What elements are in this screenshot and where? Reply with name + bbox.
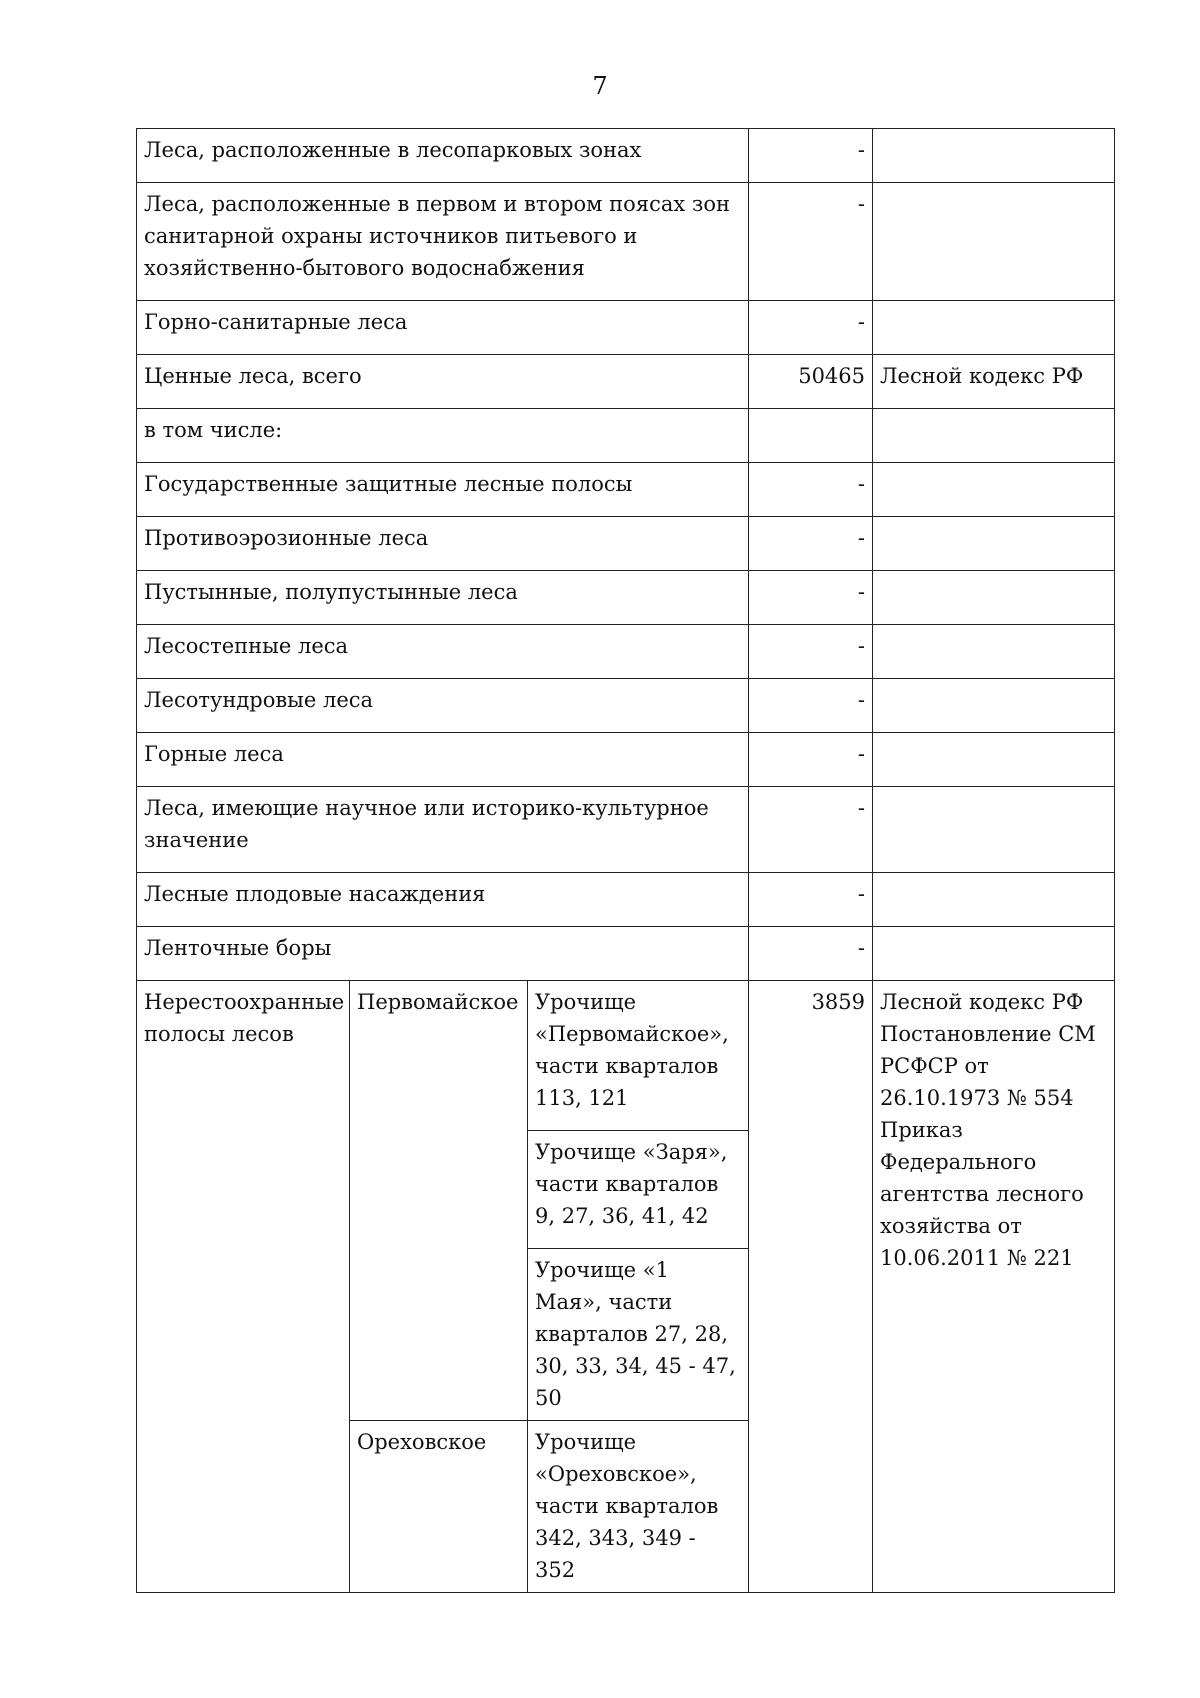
legal-basis-cell: Лесной кодекс РФ (873, 355, 1115, 409)
forest-category-cell: Государственные защитные лесные полосы (137, 463, 749, 517)
area-cell: - (749, 183, 873, 301)
forest-category-cell: Горные леса (137, 733, 749, 787)
table-row (137, 129, 1115, 183)
forest-category-cell: Пустынные, полупустынные леса (137, 571, 749, 625)
tract-cell: Урочище «Заря», части кварталов 9, 27, 36, 41, 42 (528, 1131, 749, 1249)
forest-category-cell: Леса, расположенные в первом и втором поясах зон санитарной охраны источников питьевого и хозяйственно-бытового водоснабжения (137, 183, 749, 301)
area-cell: - (749, 679, 873, 733)
forest-category-cell: Лесостепные леса (137, 625, 749, 679)
table-row (137, 301, 1115, 355)
area-cell: - (749, 571, 873, 625)
table-row (137, 463, 1115, 517)
table-row (137, 679, 1115, 733)
table-row (137, 355, 1115, 409)
area-cell: - (749, 787, 873, 873)
legal-basis-cell (873, 679, 1115, 733)
area-cell: 3859 (749, 981, 873, 1593)
area-cell: - (749, 927, 873, 981)
legal-basis-cell (873, 409, 1115, 463)
legal-basis-cell (873, 183, 1115, 301)
tract-cell: Урочище «1 Мая», части кварталов 27, 28, 30, 33, 34, 45 - 47, 50 (528, 1249, 749, 1421)
forest-category-cell: в том числе: (137, 409, 749, 463)
legal-basis-cell (873, 463, 1115, 517)
forest-category-cell: Леса, имеющие научное или историко-культурное значение (137, 787, 749, 873)
legal-basis-cell (873, 517, 1115, 571)
legal-basis-cell: Лесной кодекс РФ Постановление СМ РСФСР от 26.10.1973 № 554 Приказ Федерального агентства лесного хозяйства от 10.06.2011 № 221 (873, 981, 1115, 1593)
table-row (137, 517, 1115, 571)
area-cell (749, 409, 873, 463)
forest-category-cell: Горно-санитарные леса (137, 301, 749, 355)
table-row (137, 873, 1115, 927)
forest-categories-table (136, 128, 1115, 1593)
tract-cell: Урочище «Первомайское», части кварталов 113, 121 (528, 981, 749, 1131)
forest-category-cell: Противоэрозионные леса (137, 517, 749, 571)
area-cell: - (749, 873, 873, 927)
forest-category-cell: Лесные плодовые насаждения (137, 873, 749, 927)
legal-basis-cell (873, 625, 1115, 679)
table-row (137, 409, 1115, 463)
legal-basis-cell (873, 571, 1115, 625)
legal-basis-cell (873, 927, 1115, 981)
forestry-name-cell: Первомайское (350, 981, 528, 1421)
legal-basis-cell (873, 129, 1115, 183)
area-cell: - (749, 625, 873, 679)
table-row (137, 927, 1115, 981)
legal-basis-cell (873, 733, 1115, 787)
legal-basis-cell (873, 301, 1115, 355)
legal-basis-cell (873, 873, 1115, 927)
table-row (137, 981, 1115, 1131)
tract-cell: Урочище «Ореховское», части кварталов 342, 343, 349 - 352 (528, 1421, 749, 1593)
area-cell: - (749, 517, 873, 571)
spawning-category-cell: Нерестоохранные полосы лесов (137, 981, 350, 1593)
table-row (137, 183, 1115, 301)
table-row (137, 625, 1115, 679)
forestry-name-cell: Ореховское (350, 1421, 528, 1593)
area-cell: - (749, 301, 873, 355)
table-row (137, 571, 1115, 625)
table-row (137, 733, 1115, 787)
legal-basis-cell (873, 787, 1115, 873)
forest-category-cell: Лесотундровые леса (137, 679, 749, 733)
area-cell: - (749, 733, 873, 787)
table-row (137, 787, 1115, 873)
page-number: 7 (592, 72, 608, 100)
area-cell: 50465 (749, 355, 873, 409)
area-cell: - (749, 463, 873, 517)
forest-category-cell: Ценные леса, всего (137, 355, 749, 409)
forest-category-cell: Леса, расположенные в лесопарковых зонах (137, 129, 749, 183)
area-cell: - (749, 129, 873, 183)
forest-category-cell: Ленточные боры (137, 927, 749, 981)
